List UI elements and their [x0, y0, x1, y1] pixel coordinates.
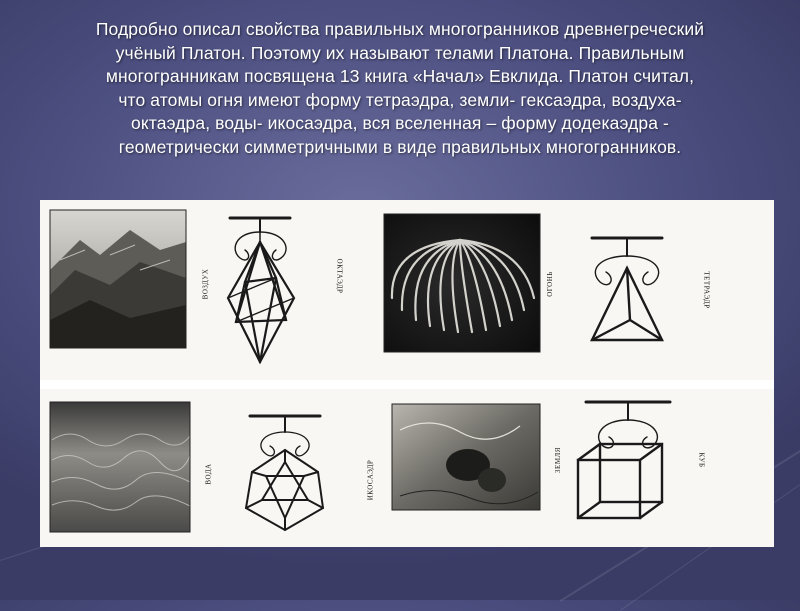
label-octahedron: ОКТАЭДР	[335, 258, 344, 294]
paragraph-line: что атомы огня имеют форму тетраэдра, земли- гексаэдра, воздуха-	[118, 89, 682, 110]
tetrahedron-model	[592, 238, 662, 340]
label-water: ВОДА	[204, 463, 213, 485]
label-tetrahedron: ТЕТРАЭДР	[702, 271, 711, 309]
water-picture	[50, 402, 190, 532]
paragraph-line: Подробно описал свойства правильных многогранников древнегреческий	[95, 19, 705, 39]
label-earth: ЗЕМЛЯ	[553, 447, 562, 473]
label-icosahedron: ИКОСАЭДР	[366, 459, 375, 501]
label-fire: ОГОНЬ	[545, 271, 554, 297]
label-air: ВОЗДУХ	[201, 268, 210, 300]
octahedron-model	[228, 218, 294, 362]
figure-drawing	[40, 200, 774, 547]
cube-model	[578, 402, 670, 518]
icosahedron-model	[246, 416, 323, 530]
paragraph-line: геометрически симметричными в виде правильных многогранников.	[118, 136, 682, 157]
paragraph-line: октаэдра, воды- икосаэдра, вся вселенная – форму додекаэдра -	[131, 113, 669, 133]
slide-paragraph	[40, 18, 760, 159]
paragraph-line: многогранникам посвящена 13 книга «Начал» Евклида. Платон считал,	[105, 66, 695, 86]
figure-divider	[40, 380, 774, 389]
label-cube: КУБ	[697, 452, 706, 468]
fire-picture	[384, 214, 540, 352]
mountains-picture	[50, 210, 186, 348]
earth-picture	[392, 404, 540, 510]
paragraph-line: учёный Платон. Поэтому их называют телами Платона. Правильным	[115, 42, 685, 63]
platonic-solids-figure	[40, 200, 774, 547]
